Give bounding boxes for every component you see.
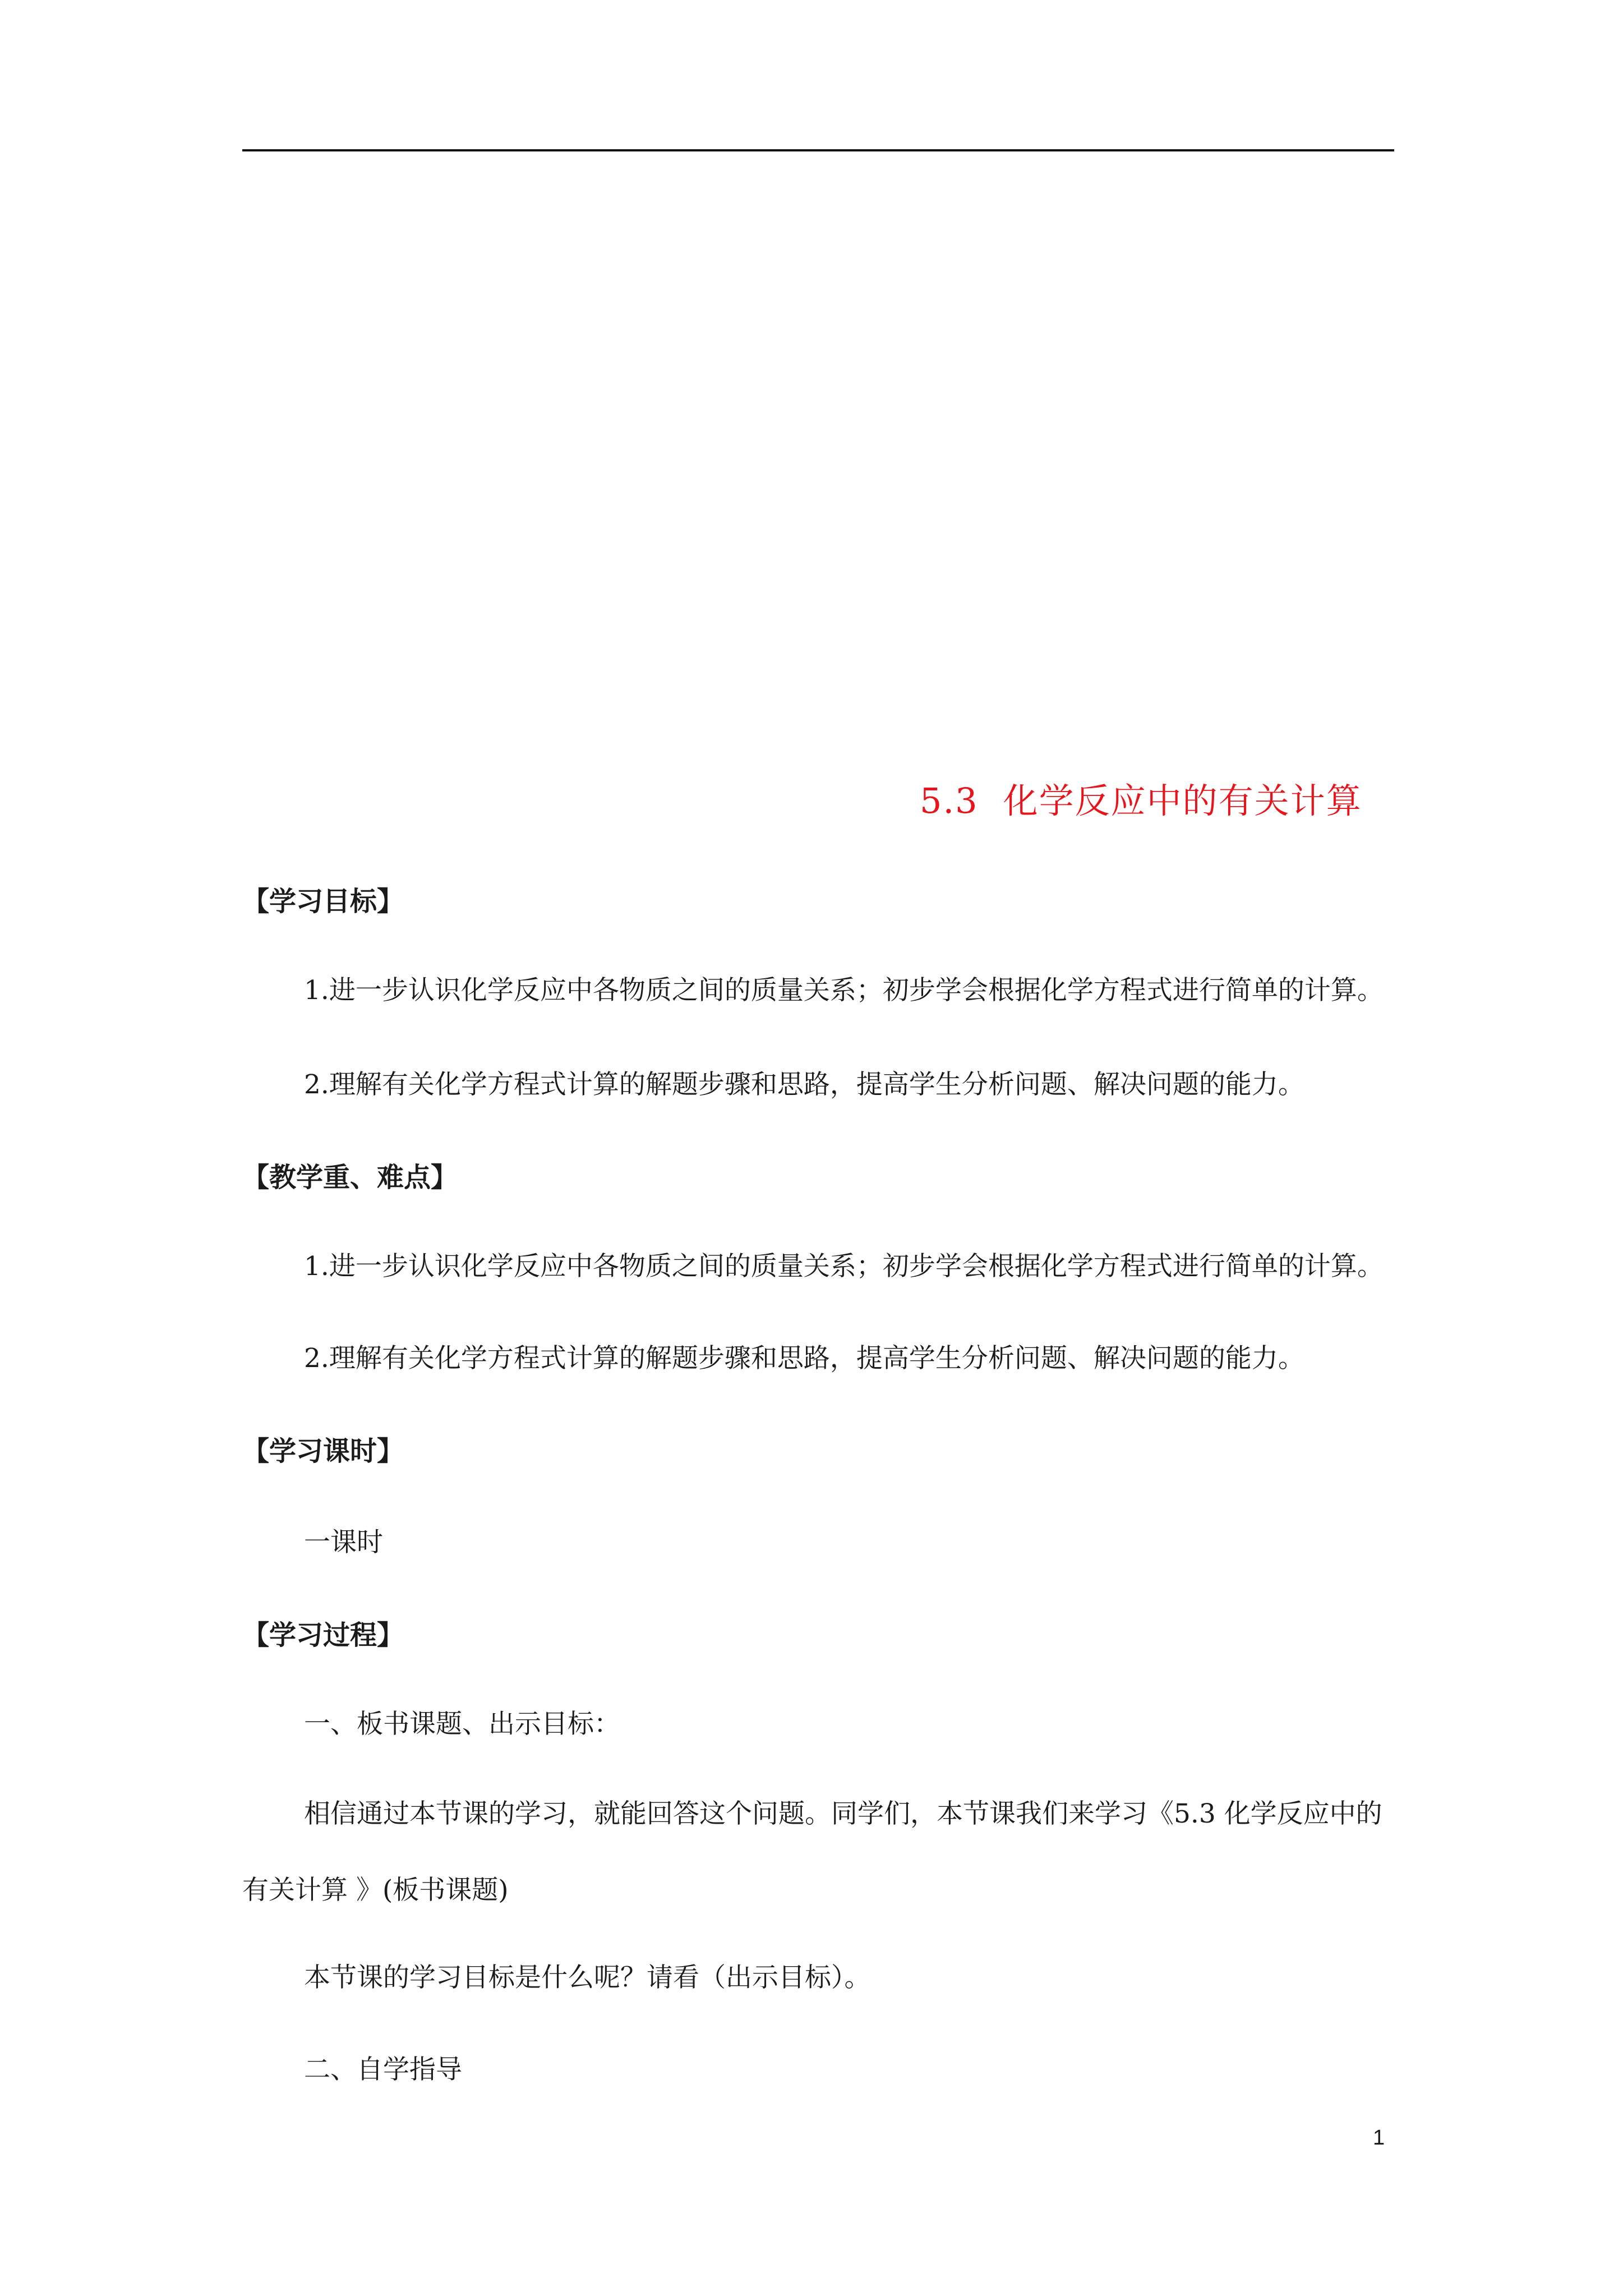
lesson-number: 5.3 [920, 780, 979, 821]
key-point-item: 1.进一步认识化学反应中各物质之间的质量关系；初步学会根据化学方程式进行简单的计算。 [304, 1251, 1384, 1282]
process-goal-question: 本节课的学习目标是什么呢？请看（出示目标）。 [304, 1962, 871, 1993]
duration-text: 一课时 [304, 1527, 383, 1558]
lesson-title [920, 773, 1362, 823]
process-step-one: 一、板书课题、出示目标： [304, 1709, 620, 1740]
key-point-item: 2.理解有关化学方程式计算的解题步骤和思路，提高学生分析问题、解决问题的能力。 [304, 1343, 1304, 1374]
process-step-two: 二、自学指导 [304, 2054, 462, 2085]
process-heading: 【学习过程】 [242, 1619, 404, 1651]
lesson-title-text: 化学反应中的有关计算 [1003, 780, 1362, 821]
page-number: 1 [1373, 2126, 1385, 2150]
objective-item: 1.进一步认识化学反应中各物质之间的质量关系；初步学会根据化学方程式进行简单的计算。 [304, 975, 1384, 1006]
objectives-heading: 【学习目标】 [242, 886, 404, 917]
header-rule [242, 149, 1394, 151]
process-intro: 相信通过本节课的学习，就能回答这个问题。同学们，本节课我们来学习《5.3 化学反应中的有关计算 》(板书课题) [242, 1798, 1382, 1906]
objective-item: 2.理解有关化学方程式计算的解题步骤和思路，提高学生分析问题、解决问题的能力。 [304, 1069, 1304, 1100]
duration-heading: 【学习课时】 [242, 1435, 404, 1467]
key-points-heading: 【教学重、难点】 [242, 1162, 458, 1193]
